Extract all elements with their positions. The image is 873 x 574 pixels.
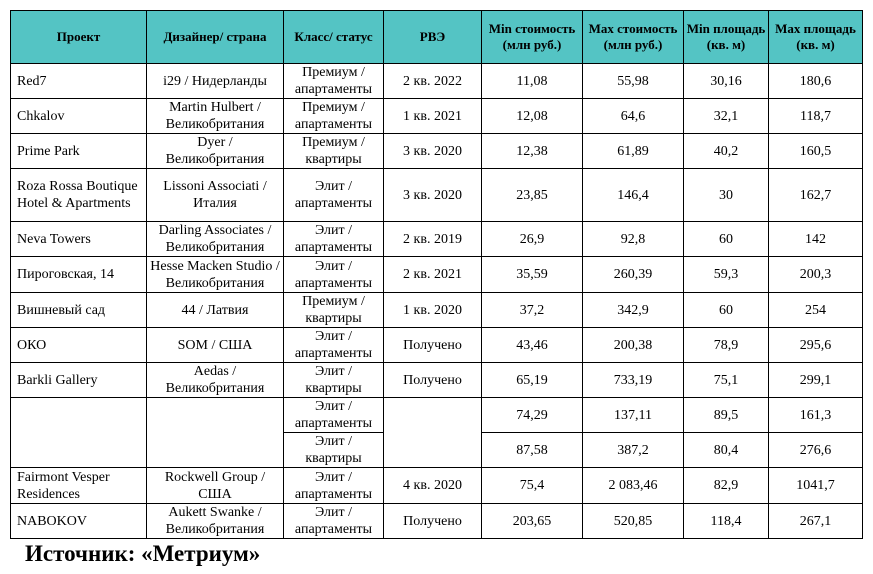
rve-cell: 1 кв. 2021 bbox=[384, 99, 482, 134]
max-cost-cell: 64,6 bbox=[583, 99, 684, 134]
project-cell bbox=[11, 398, 147, 468]
table-row bbox=[11, 504, 863, 539]
class-cell: Элит / апартаменты bbox=[284, 468, 384, 504]
table-row bbox=[11, 257, 863, 293]
header-cell: РВЭ bbox=[384, 11, 482, 64]
min-area-cell: 89,5 bbox=[684, 398, 769, 433]
table-row bbox=[11, 169, 863, 222]
min-cost-cell: 23,85 bbox=[482, 169, 583, 222]
designer-cell: Lissoni Associati / Италия bbox=[147, 169, 284, 222]
table-row bbox=[11, 99, 863, 134]
min-cost-cell: 203,65 bbox=[482, 504, 583, 539]
projects-table bbox=[10, 10, 863, 539]
header-row bbox=[11, 11, 863, 64]
min-area-cell: 60 bbox=[684, 293, 769, 328]
class-cell: Элит / квартиры bbox=[284, 433, 384, 468]
header-cell: Min стоимость (млн руб.) bbox=[482, 11, 583, 64]
project-cell: ОКО bbox=[11, 328, 147, 363]
max-area-cell: 142 bbox=[769, 222, 863, 257]
min-cost-cell: 75,4 bbox=[482, 468, 583, 504]
class-cell: Премиум / апартаменты bbox=[284, 64, 384, 99]
min-area-cell: 40,2 bbox=[684, 134, 769, 169]
rve-cell: 2 кв. 2021 bbox=[384, 257, 482, 293]
max-cost-cell: 2 083,46 bbox=[583, 468, 684, 504]
class-cell: Элит / квартиры bbox=[284, 363, 384, 398]
min-cost-cell: 35,59 bbox=[482, 257, 583, 293]
header-cell: Класс/ статус bbox=[284, 11, 384, 64]
project-cell: Red7 bbox=[11, 64, 147, 99]
rve-cell: 3 кв. 2020 bbox=[384, 169, 482, 222]
class-cell: Премиум / апартаменты bbox=[284, 99, 384, 134]
designer-cell: Hesse Macken Studio / Великобритания bbox=[147, 257, 284, 293]
designer-cell: Rockwell Group / США bbox=[147, 468, 284, 504]
table-row bbox=[11, 468, 863, 504]
min-cost-cell: 65,19 bbox=[482, 363, 583, 398]
source-note: Источник: «Метриум» bbox=[25, 541, 261, 566]
max-cost-cell: 387,2 bbox=[583, 433, 684, 468]
max-area-cell: 180,6 bbox=[769, 64, 863, 99]
max-area-cell: 1041,7 bbox=[769, 468, 863, 504]
header-cell: Проект bbox=[11, 11, 147, 64]
max-area-cell: 299,1 bbox=[769, 363, 863, 398]
designer-cell: Aukett Swanke / Великобритания bbox=[147, 504, 284, 539]
min-cost-cell: 12,08 bbox=[482, 99, 583, 134]
project-cell: Roza Rossa Boutique Hotel & Apartments bbox=[11, 169, 147, 222]
class-cell: Премиум / квартиры bbox=[284, 134, 384, 169]
rve-cell: 1 кв. 2020 bbox=[384, 293, 482, 328]
class-cell: Элит / апартаменты bbox=[284, 257, 384, 293]
designer-cell bbox=[147, 398, 284, 468]
min-cost-cell: 11,08 bbox=[482, 64, 583, 99]
min-area-cell: 80,4 bbox=[684, 433, 769, 468]
project-cell: Barkli Gallery bbox=[11, 363, 147, 398]
min-area-cell: 32,1 bbox=[684, 99, 769, 134]
max-cost-cell: 342,9 bbox=[583, 293, 684, 328]
max-area-cell: 118,7 bbox=[769, 99, 863, 134]
min-cost-cell: 37,2 bbox=[482, 293, 583, 328]
class-cell: Премиум / квартиры bbox=[284, 293, 384, 328]
min-cost-cell: 12,38 bbox=[482, 134, 583, 169]
max-cost-cell: 55,98 bbox=[583, 64, 684, 99]
max-area-cell: 295,6 bbox=[769, 328, 863, 363]
min-area-cell: 82,9 bbox=[684, 468, 769, 504]
table-row bbox=[11, 363, 863, 398]
class-cell: Элит / апартаменты bbox=[284, 328, 384, 363]
min-area-cell: 78,9 bbox=[684, 328, 769, 363]
rve-cell: Получено bbox=[384, 504, 482, 539]
project-cell: Prime Park bbox=[11, 134, 147, 169]
min-area-cell: 60 bbox=[684, 222, 769, 257]
rve-cell: 2 кв. 2022 bbox=[384, 64, 482, 99]
designer-cell: SOM / США bbox=[147, 328, 284, 363]
max-cost-cell: 92,8 bbox=[583, 222, 684, 257]
min-cost-cell: 26,9 bbox=[482, 222, 583, 257]
table-row bbox=[11, 398, 863, 433]
min-area-cell: 30,16 bbox=[684, 64, 769, 99]
class-cell: Элит / апартаменты bbox=[284, 398, 384, 433]
project-cell: Fairmont Vesper Residences bbox=[11, 468, 147, 504]
rve-cell: 3 кв. 2020 bbox=[384, 134, 482, 169]
table-row bbox=[11, 222, 863, 257]
project-cell: Пироговская, 14 bbox=[11, 257, 147, 293]
max-cost-cell: 61,89 bbox=[583, 134, 684, 169]
max-area-cell: 160,5 bbox=[769, 134, 863, 169]
designer-cell: 44 / Латвия bbox=[147, 293, 284, 328]
min-area-cell: 118,4 bbox=[684, 504, 769, 539]
class-cell: Элит / апартаменты bbox=[284, 169, 384, 222]
project-cell: NABOKOV bbox=[11, 504, 147, 539]
rve-cell bbox=[384, 398, 482, 468]
max-cost-cell: 137,11 bbox=[583, 398, 684, 433]
designer-cell: Aedas / Великобритания bbox=[147, 363, 284, 398]
header-cell: Min площадь (кв. м) bbox=[684, 11, 769, 64]
max-cost-cell: 146,4 bbox=[583, 169, 684, 222]
max-cost-cell: 200,38 bbox=[583, 328, 684, 363]
max-area-cell: 276,6 bbox=[769, 433, 863, 468]
max-area-cell: 254 bbox=[769, 293, 863, 328]
class-cell: Элит / апартаменты bbox=[284, 504, 384, 539]
max-cost-cell: 260,39 bbox=[583, 257, 684, 293]
designer-cell: Darling Associates / Великобритания bbox=[147, 222, 284, 257]
max-cost-cell: 733,19 bbox=[583, 363, 684, 398]
table-row bbox=[11, 134, 863, 169]
max-area-cell: 161,3 bbox=[769, 398, 863, 433]
max-area-cell: 267,1 bbox=[769, 504, 863, 539]
rve-cell: Получено bbox=[384, 328, 482, 363]
header-cell: Max площадь (кв. м) bbox=[769, 11, 863, 64]
project-cell: Chkalov bbox=[11, 99, 147, 134]
designer-cell: i29 / Нидерланды bbox=[147, 64, 284, 99]
min-cost-cell: 43,46 bbox=[482, 328, 583, 363]
header-cell: Дизайнер/ страна bbox=[147, 11, 284, 64]
designer-cell: Dyer / Великобритания bbox=[147, 134, 284, 169]
project-cell: Neva Towers bbox=[11, 222, 147, 257]
designer-cell: Martin Hulbert / Великобритания bbox=[147, 99, 284, 134]
max-cost-cell: 520,85 bbox=[583, 504, 684, 539]
header-cell: Max стоимость (млн руб.) bbox=[583, 11, 684, 64]
min-area-cell: 75,1 bbox=[684, 363, 769, 398]
min-cost-cell: 74,29 bbox=[482, 398, 583, 433]
rve-cell: Получено bbox=[384, 363, 482, 398]
min-cost-cell: 87,58 bbox=[482, 433, 583, 468]
project-cell: Вишневый сад bbox=[11, 293, 147, 328]
class-cell: Элит / апартаменты bbox=[284, 222, 384, 257]
table-row bbox=[11, 293, 863, 328]
table-row bbox=[11, 328, 863, 363]
max-area-cell: 162,7 bbox=[769, 169, 863, 222]
table-row bbox=[11, 64, 863, 99]
min-area-cell: 30 bbox=[684, 169, 769, 222]
max-area-cell: 200,3 bbox=[769, 257, 863, 293]
min-area-cell: 59,3 bbox=[684, 257, 769, 293]
rve-cell: 4 кв. 2020 bbox=[384, 468, 482, 504]
rve-cell: 2 кв. 2019 bbox=[384, 222, 482, 257]
